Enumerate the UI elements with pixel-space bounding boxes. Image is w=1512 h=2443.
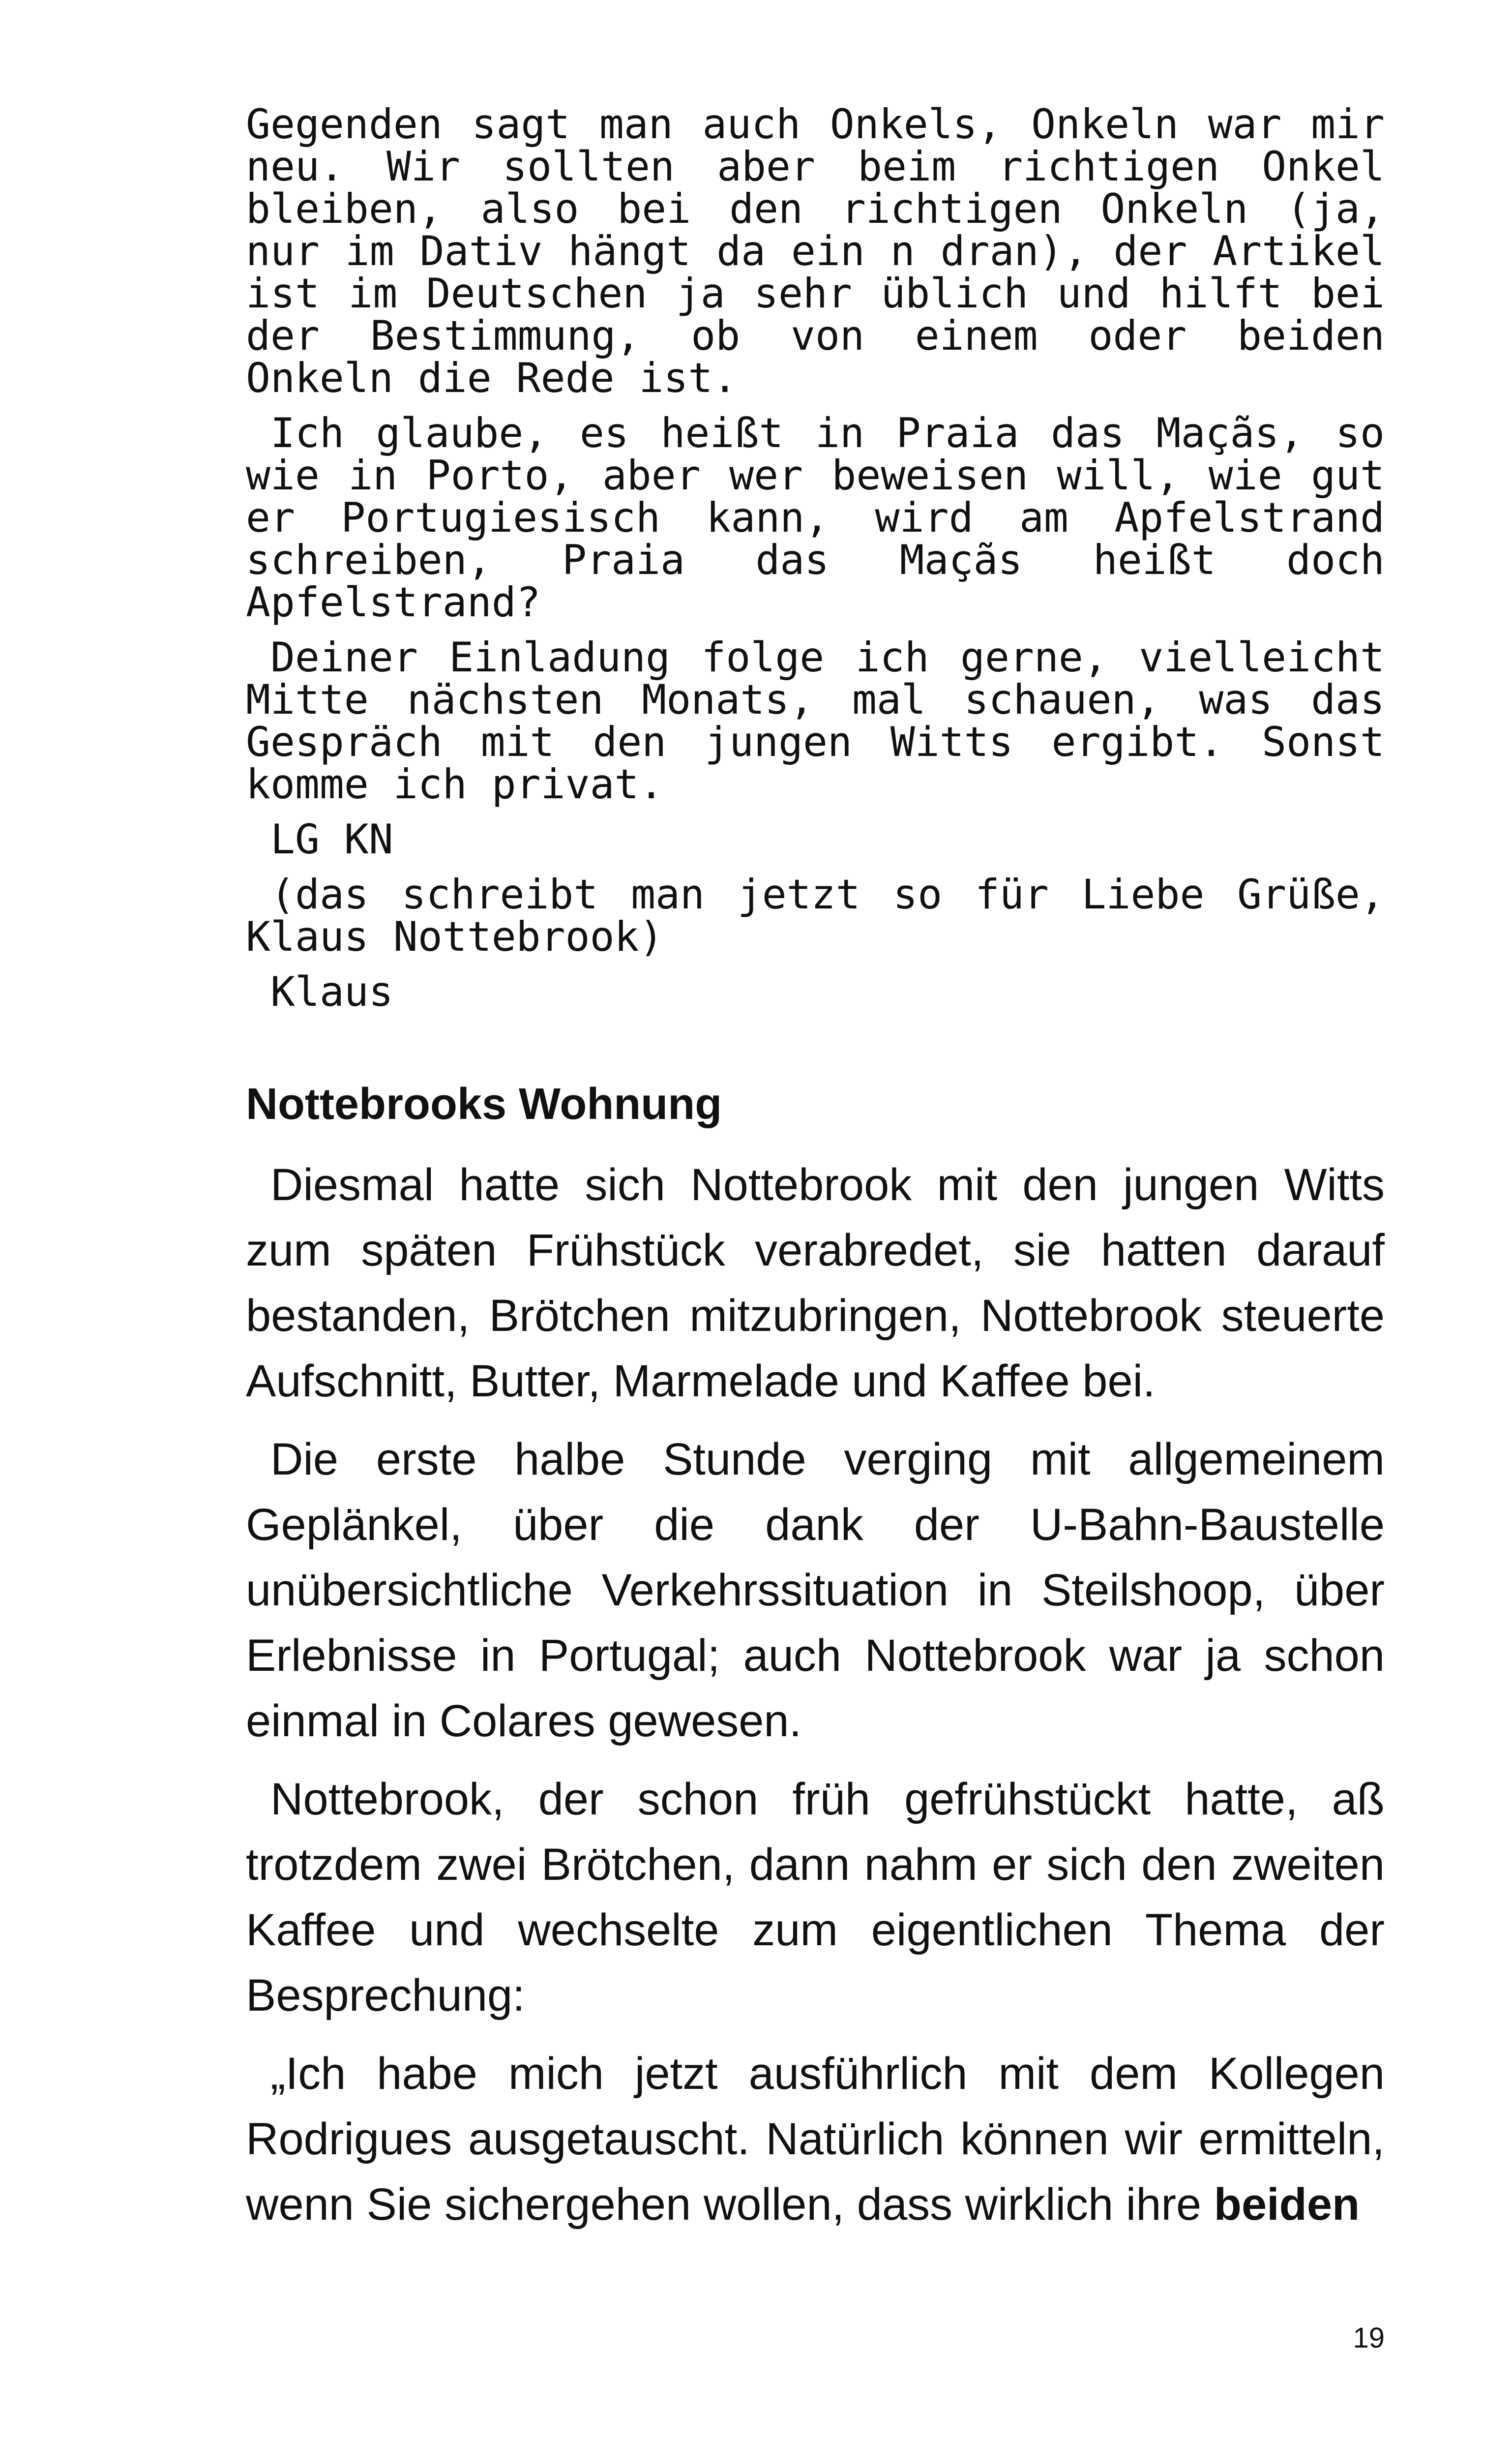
section-heading: Nottebrooks Wohnung bbox=[246, 1080, 722, 1129]
body-paragraph-4-text: „Ich habe mich jetzt ausführlich mit dem Kollegen Rodrigues ausgetauscht. Natürlich können wir ermitteln, wenn Sie sichergehen wollen, dass wirklich ihre bbox=[246, 2049, 1385, 2230]
body-paragraph-4-bold: beiden bbox=[1214, 2179, 1360, 2230]
section-body bbox=[246, 1152, 1385, 2250]
section-heading-block bbox=[246, 1077, 1385, 1131]
letter-signature: Klaus bbox=[270, 968, 393, 1016]
body-paragraph-1: Diesmal hatte sich Nottebrook mit den jungen Witts zum späten Frühstück verabredet, sie hatten darauf bestanden, Brötchen mitzubringen, Nottebrook steuerte Aufschnitt, Butter, Marmelade und Kaffee bei. bbox=[246, 1160, 1385, 1406]
body-paragraph-3: Nottebrook, der schon früh gefrühstückt hatte, aß trotzdem zwei Brötchen, dann nahm er sich den zweiten Kaffee und wechselte zum eigentlichen Thema der Besprechung: bbox=[246, 1774, 1385, 2021]
page-number: 19 bbox=[1353, 2322, 1385, 2354]
letter-text bbox=[246, 100, 1385, 1026]
letter-greeting: LG KN bbox=[270, 815, 393, 863]
body-paragraph-4 bbox=[246, 2041, 1385, 2237]
letter-paragraph-3: Deiner Einladung folge ich gerne, vielleicht Mitte nächsten Monats, mal schauen, was das Gespräch mit den jungen Witts ergibt. Sonst komme ich privat. bbox=[246, 633, 1385, 808]
body-paragraph-2: Die erste halbe Stunde verging mit allgemeinem Geplänkel, über die dank der U-Bahn-Baustelle unübersichtliche Verkehrssituation in Steilshoop, über Erlebnisse in Portugal; auch Nottebrook war ja schon einmal in Colares gewesen. bbox=[246, 1434, 1385, 1746]
letter-paragraph-5: (das schreibt man jetzt so für Liebe Grüße, Klaus Nottebrook) bbox=[246, 871, 1385, 961]
letter-paragraph-2: Ich glaube, es heißt in Praia das Maçãs, so wie in Porto, aber wer beweisen will, wie gut er Portugiesisch kann, wird am Apfelstrand schreiben, Praia das Maçãs heißt doch Apfelstrand? bbox=[246, 409, 1385, 626]
letter-paragraph-1: Gegenden sagt man auch Onkels, Onkeln war mir neu. Wir sollten aber beim richtigen Onkel bleiben, also bei den richtigen Onkeln (ja, nur im Dativ hängt da ein n dran), der Artikel ist im Deutschen ja sehr üblich und hilft bei der Bestimmung, ob von einem oder beiden Onkeln die Rede ist. bbox=[246, 100, 1385, 402]
